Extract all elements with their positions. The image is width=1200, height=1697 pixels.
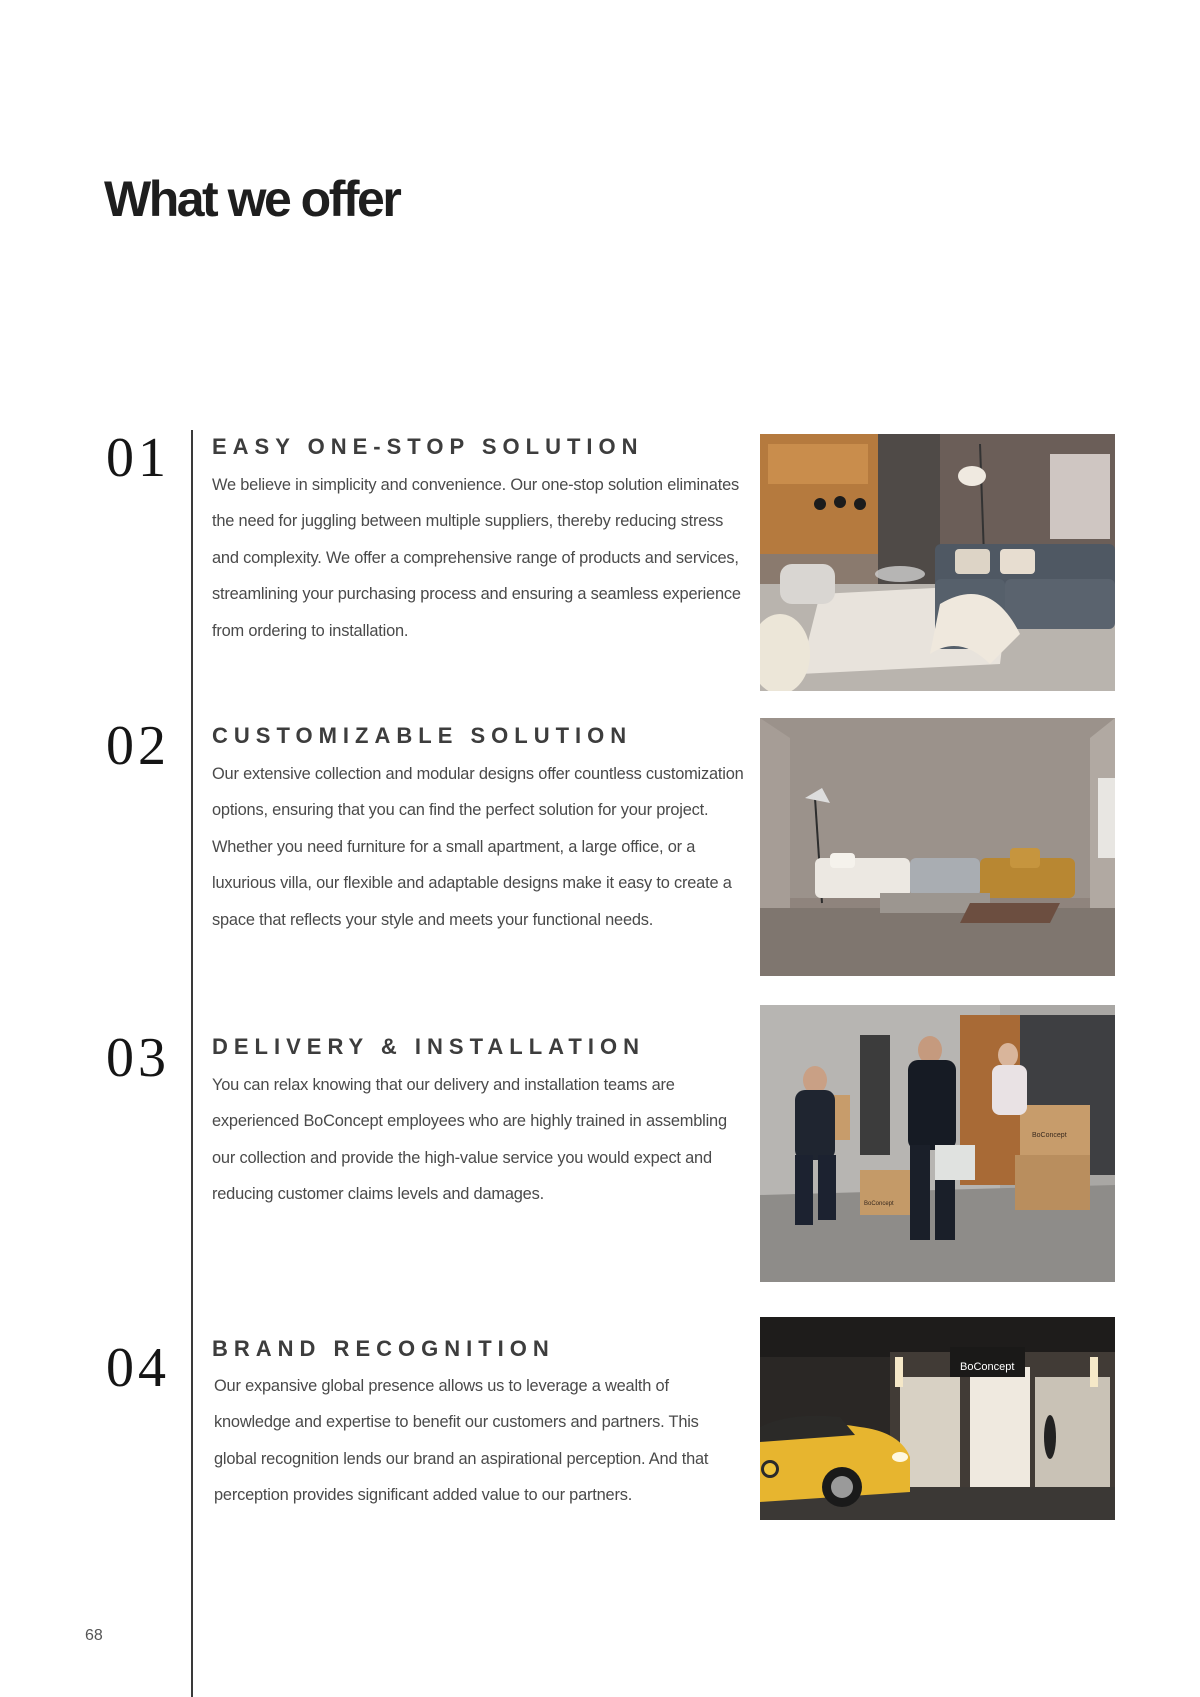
section-body-02 [212,756,752,938]
section-heading-04: BRAND RECOGNITION [212,1336,555,1361]
body-line: Our extensive collection and modular designs offer countless customization [212,765,744,783]
body-line: from ordering to installation. [212,621,409,640]
box-label: BoConcept [1032,1132,1067,1139]
body-line: the need for juggling between multiple suppliers, thereby reducing stress [212,512,724,531]
section-number-01: 01 [106,427,170,489]
modular-sofa-photo [760,718,1115,976]
body-line: knowledge and expertise to benefit our customers and partners. This [214,1413,699,1432]
section-heading-01: EASY ONE-STOP SOLUTION [212,434,644,459]
page-number: 68 [85,1627,103,1644]
body-line: luxurious villa, our flexible and adaptable designs make it easy to create a [212,874,732,893]
store-sign: BoConcept [960,1361,1015,1373]
section-heading-02: CUSTOMIZABLE SOLUTION [212,723,633,748]
body-line: space that reflects your style and meets your functional needs. [212,910,654,929]
body-line: and complexity. We offer a comprehensive range of products and services, [212,548,739,567]
section-body-01 [212,467,752,649]
body-line: reducing customer claims levels and damages. [212,1185,544,1204]
body-line: global recognition lends our brand an aspirational perception. And that [214,1449,709,1468]
delivery-team-photo [760,1005,1115,1282]
storefront-photo [760,1317,1115,1520]
body-line: experienced BoConcept employees who are highly trained in assembling [212,1112,727,1131]
body-line: Whether you need furniture for a small apartment, a large office, or a [212,837,696,856]
page-title: What we offer [104,171,400,227]
box-label: BoConcept [864,1201,894,1207]
living-room-photo [760,434,1115,691]
section-body-03 [212,1067,752,1213]
section-number-03: 03 [106,1027,170,1089]
body-line: streamlining your purchasing process and ensuring a seamless experience [212,585,741,604]
body-line: We believe in simplicity and convenience. Our one-stop solution eliminates [212,476,739,494]
vertical-divider [191,430,193,1697]
body-line: options, ensuring that you can find the perfect solution for your project. [212,801,709,820]
section-number-02: 02 [106,715,170,777]
section-heading-03: DELIVERY & INSTALLATION [212,1034,645,1059]
section-number-04: 04 [106,1337,170,1399]
body-line: Our expansive global presence allows us to leverage a wealth of [214,1377,669,1395]
section-body-04 [214,1368,754,1514]
body-line: perception provides significant added value to our partners. [214,1486,633,1505]
body-line: You can relax knowing that our delivery and installation teams are [212,1076,675,1094]
body-line: our collection and provide the high-value service you would expect and [212,1148,712,1167]
